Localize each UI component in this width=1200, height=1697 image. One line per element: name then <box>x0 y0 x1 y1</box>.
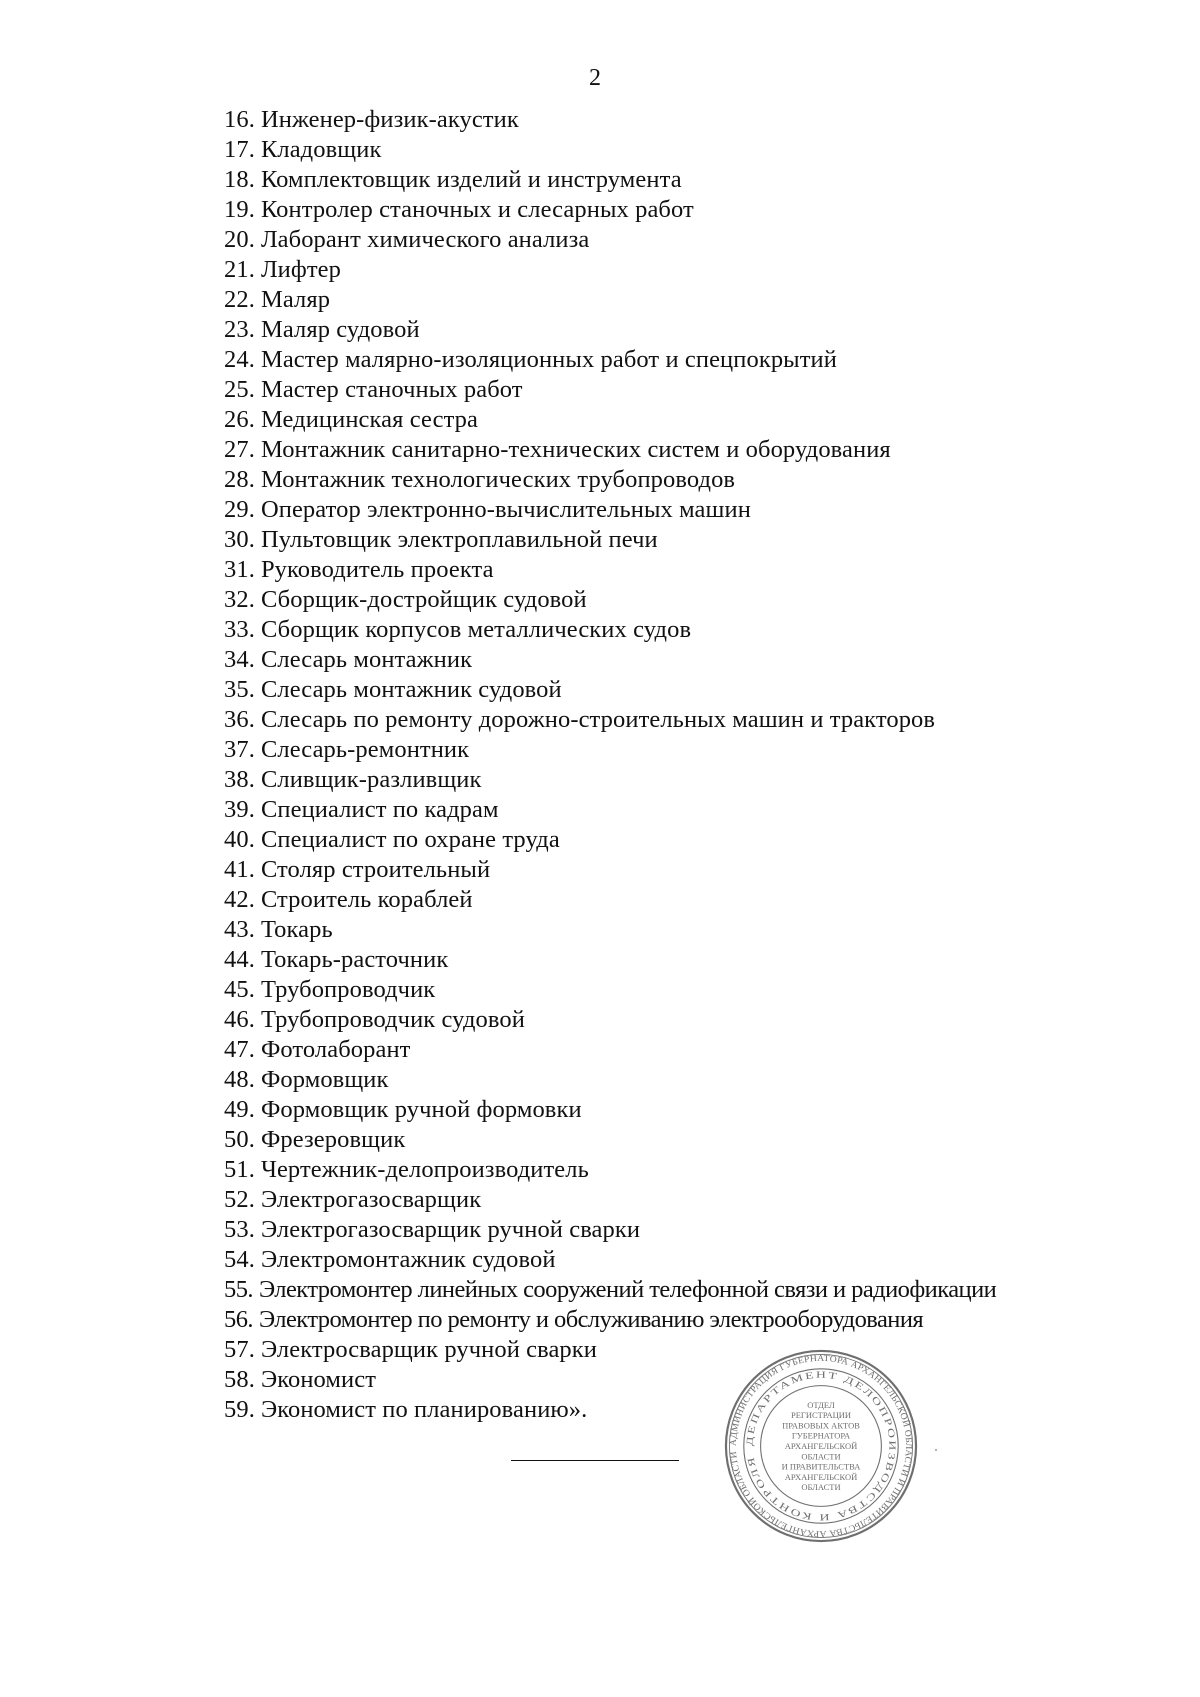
list-item-number: 41. <box>224 856 255 883</box>
list-item <box>224 135 996 165</box>
list-item-number: 42. <box>224 886 255 913</box>
list-item-number: 48. <box>224 1066 255 1093</box>
list-item-text: Кладовщик <box>260 136 382 163</box>
list-item-text: Электросварщик ручной сварки <box>260 1336 597 1363</box>
list-item-text: Специалист по охране труда <box>260 826 560 853</box>
list-item <box>224 525 996 555</box>
list-item-text: Экономист по планированию». <box>260 1396 588 1423</box>
list-item-text: Электромонтажник судовой <box>260 1246 556 1273</box>
list-item <box>224 375 996 405</box>
list-item-number: 39. <box>224 796 255 823</box>
list-item-number: 46. <box>224 1006 255 1033</box>
list-item-text: Слесарь монтажник <box>260 646 473 673</box>
list-item-number: 34. <box>224 646 255 673</box>
list-item <box>224 435 996 465</box>
list-item <box>224 1125 996 1155</box>
list-item-number: 56. <box>224 1306 253 1333</box>
list-item <box>224 1245 996 1275</box>
seal-center-line: РЕГИСТРАЦИИ <box>790 1410 852 1421</box>
list-item-text: Маляр <box>260 286 331 313</box>
list-item-text: Трубопроводчик <box>260 976 436 1003</box>
list-item <box>224 795 996 825</box>
list-item-text: Сборщик корпусов металлических судов <box>260 616 692 643</box>
seal-center-line: АРХАНГЕЛЬСКОЙ <box>784 1440 858 1451</box>
list-item-text: Мастер станочных работ <box>260 376 523 403</box>
seal-inner-ring-text: ДЕПАРТАМЕНТ ДЕЛОПРОИЗВОДСТВА И КОНТРОЛЯ <box>745 1370 897 1522</box>
list-item <box>224 825 996 855</box>
list-item-number: 26. <box>224 406 255 433</box>
list-item-number: 35. <box>224 676 255 703</box>
occupation-list <box>224 105 996 1425</box>
list-item-number: 49. <box>224 1096 255 1123</box>
seal-center-line: ОБЛАСТИ <box>801 1451 841 1462</box>
list-item-text: Пультовщик электроплавильной печи <box>260 526 658 553</box>
list-item-text: Токарь <box>260 916 333 943</box>
list-item-text: Чертежник-делопроизводитель <box>260 1156 589 1183</box>
list-item-text: Контролер станочных и слесарных работ <box>260 196 694 223</box>
list-item-text: Электрогазосварщик ручной сварки <box>260 1216 641 1243</box>
list-item-number: 31. <box>224 556 255 583</box>
list-item-number: 33. <box>224 616 255 643</box>
list-item-number: 45. <box>224 976 255 1003</box>
list-item-number: 22. <box>224 286 255 313</box>
list-item-text: Маляр судовой <box>260 316 420 343</box>
seal-center-line: ПРАВОВЫХ АКТОВ <box>782 1420 860 1431</box>
scan-speck <box>935 1449 937 1451</box>
list-item-text: Формовщик <box>260 1066 389 1093</box>
list-item-number: 47. <box>224 1036 255 1063</box>
list-item-text: Руководитель проекта <box>260 556 494 583</box>
list-item <box>224 1155 996 1185</box>
list-item <box>224 405 996 435</box>
list-item-number: 16. <box>224 106 255 133</box>
list-item-text: Сливщик-разливщик <box>260 766 482 793</box>
list-item-text: Экономист <box>260 1366 377 1393</box>
list-item <box>224 1305 996 1335</box>
list-item-text: Оператор электронно-вычислительных машин <box>260 496 751 523</box>
list-item <box>224 675 996 705</box>
seal-center-line: ГУБЕРНАТОРА <box>791 1430 851 1441</box>
list-item-text: Электрогазосварщик <box>260 1186 482 1213</box>
list-item-text: Монтажник санитарно-технических систем и оборудования <box>260 436 891 463</box>
list-item-text: Слесарь-ремонтник <box>260 736 470 763</box>
list-item-text: Фрезеровщик <box>260 1126 406 1153</box>
list-item-text: Токарь-расточник <box>260 946 449 973</box>
list-item-text: Формовщик ручной формовки <box>260 1096 582 1123</box>
list-item-number: 52. <box>224 1186 255 1213</box>
list-item-number: 17. <box>224 136 255 163</box>
list-item-text: Мастер малярно-изоляционных работ и спецпокрытий <box>260 346 837 373</box>
list-item-text: Строитель кораблей <box>260 886 473 913</box>
list-item-text: Монтажник технологических трубопроводов <box>260 466 736 493</box>
list-item-text: Лифтер <box>260 256 341 283</box>
seal-outer-ring-text: АДМИНИСТРАЦИЯ ГУБЕРНАТОРА АРХАНГЕЛЬСКОЙ ОБЛАСТИ И ПРАВИТЕЛЬСТВА АРХАНГЕЛЬСКОЙ ОБЛАСТИ <box>727 1352 915 1540</box>
list-item <box>224 1275 996 1305</box>
page-number: 2 <box>589 65 601 91</box>
list-item <box>224 765 996 795</box>
list-item-number: 29. <box>224 496 255 523</box>
list-item-number: 21. <box>224 256 255 283</box>
list-item-number: 59. <box>224 1396 255 1423</box>
list-item <box>224 1035 996 1065</box>
list-item <box>224 315 996 345</box>
list-item <box>224 285 996 315</box>
list-item-number: 18. <box>224 166 255 193</box>
list-item-text: Электромонтер линейных сооружений телефонной связи и радиофикации <box>258 1276 997 1303</box>
list-item <box>224 735 996 765</box>
list-item-number: 57. <box>224 1336 255 1363</box>
list-item-number: 55. <box>224 1276 253 1303</box>
list-item-number: 43. <box>224 916 255 943</box>
list-item <box>224 195 996 225</box>
list-item-number: 19. <box>224 196 255 223</box>
list-item-text: Медицинская сестра <box>260 406 478 433</box>
list-item <box>224 1215 996 1245</box>
list-item-number: 20. <box>224 226 255 253</box>
list-item-number: 36. <box>224 706 255 733</box>
list-item <box>224 645 996 675</box>
list-item <box>224 1095 996 1125</box>
list-item-text: Комплектовщик изделий и инструмента <box>260 166 682 193</box>
seal-center-line: АРХАНГЕЛЬСКОЙ <box>784 1471 858 1482</box>
list-item <box>224 1185 996 1215</box>
list-item <box>224 615 996 645</box>
list-item <box>224 975 996 1005</box>
list-item-number: 25. <box>224 376 255 403</box>
list-item-text: Трубопроводчик судовой <box>260 1006 525 1033</box>
list-item-text: Сборщик-достройщик судовой <box>260 586 587 613</box>
seal-center-line: ОТДЕЛ <box>807 1399 835 1410</box>
list-item-number: 40. <box>224 826 255 853</box>
list-item <box>224 555 996 585</box>
list-item <box>224 1065 996 1095</box>
list-item <box>224 585 996 615</box>
list-item-number: 24. <box>224 346 255 373</box>
list-item <box>224 105 996 135</box>
closing-rule <box>511 1460 679 1461</box>
list-item-text: Электромонтер по ремонту и обслуживанию электрооборудования <box>258 1306 924 1333</box>
official-seal-stamp <box>722 1347 920 1545</box>
list-item-number: 51. <box>224 1156 255 1183</box>
list-item-number: 54. <box>224 1246 255 1273</box>
list-item-text: Специалист по кадрам <box>260 796 499 823</box>
list-item <box>224 225 996 255</box>
list-item-number: 44. <box>224 946 255 973</box>
list-item-number: 27. <box>224 436 255 463</box>
list-item-number: 58. <box>224 1366 255 1393</box>
list-item <box>224 165 996 195</box>
list-item-text: Инженер-физик-акустик <box>260 106 519 133</box>
list-item <box>224 465 996 495</box>
list-item <box>224 915 996 945</box>
list-item <box>224 495 996 525</box>
list-item-text: Столяр строительный <box>260 856 491 883</box>
list-item <box>224 255 996 285</box>
list-item-text: Фотолаборант <box>260 1036 411 1063</box>
list-item-text: Слесарь по ремонту дорожно-строительных машин и тракторов <box>260 706 936 733</box>
list-item-text: Лаборант химического анализа <box>260 226 590 253</box>
list-item-number: 37. <box>224 736 255 763</box>
list-item-number: 32. <box>224 586 255 613</box>
seal-center-text <box>782 1400 862 1492</box>
seal-center-line: ОБЛАСТИ <box>801 1482 841 1493</box>
list-item-number: 38. <box>224 766 255 793</box>
list-item-number: 30. <box>224 526 255 553</box>
list-item <box>224 345 996 375</box>
list-item-number: 53. <box>224 1216 255 1243</box>
list-item-number: 50. <box>224 1126 255 1153</box>
list-item-text: Слесарь монтажник судовой <box>260 676 562 703</box>
seal-center-line: И ПРАВИТЕЛЬСТВА <box>781 1461 861 1472</box>
list-item <box>224 855 996 885</box>
list-item <box>224 885 996 915</box>
list-item-number: 28. <box>224 466 255 493</box>
list-item <box>224 945 996 975</box>
list-item <box>224 1005 996 1035</box>
list-item <box>224 705 996 735</box>
list-item-number: 23. <box>224 316 255 343</box>
